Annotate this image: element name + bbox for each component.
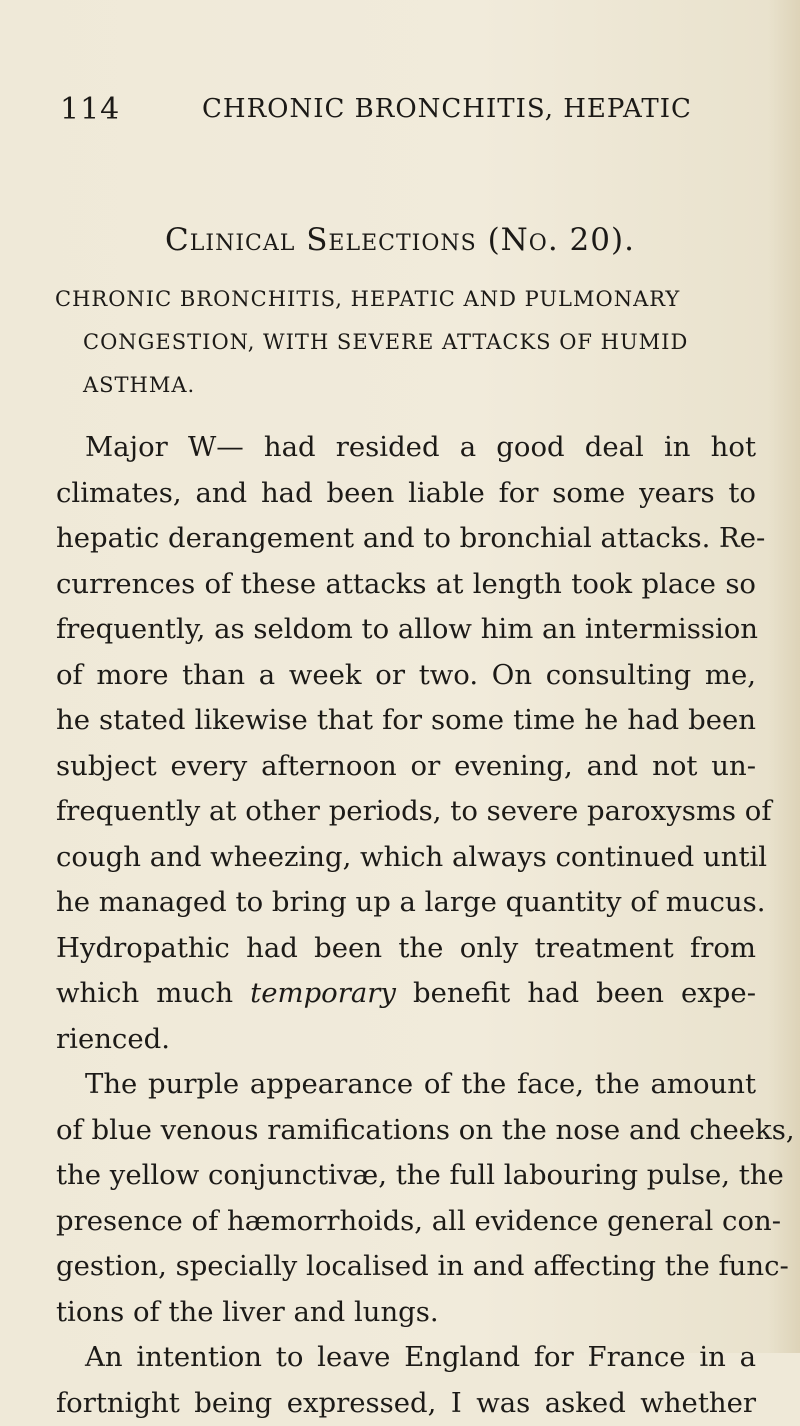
text-line (56, 971, 756, 1017)
text-line: hepatic derangement and to bronchial attacks. Re- (56, 516, 756, 562)
case-subtitle (55, 278, 755, 407)
text-line: he stated likewise that for some time he had been (56, 698, 756, 744)
text-line: the yellow conjunctivæ, the full labouring pulse, the (56, 1153, 756, 1199)
text-fragment: which much (56, 977, 250, 1009)
subtitle-line: ASTHMA. (55, 364, 755, 407)
text-line: climates, and had been liable for some years to (56, 471, 756, 517)
text-line: Hydropathic had been the only treatment from (56, 926, 756, 972)
text-line: Major W— had resided a good deal in hot (56, 425, 756, 471)
text-line: frequently, as seldom to allow him an intermission (56, 607, 756, 653)
text-line: of more than a week or two. On consulting me, (56, 653, 756, 699)
text-line: cough and wheezing, which always continued until (56, 835, 756, 881)
text-line: gestion, specially localised in and affecting the func- (56, 1244, 756, 1290)
subtitle-line: CHRONIC BRONCHITIS, HEPATIC AND PULMONARY (55, 278, 755, 321)
text-line: tions of the liver and lungs. (56, 1290, 756, 1336)
text-line: frequently at other periods, to severe paroxysms of (56, 789, 756, 835)
section-title: Clinical Selections (No. 20). (0, 222, 800, 258)
subtitle-line: CONGESTION, WITH SEVERE ATTACKS OF HUMID (55, 321, 755, 364)
text-line: currences of these attacks at length took place so (56, 562, 756, 608)
running-head (60, 92, 740, 132)
page-number: 114 (60, 92, 120, 127)
text-line: subject every afternoon or evening, and not un- (56, 744, 756, 790)
running-title: CHRONIC BRONCHITIS, HEPATIC (202, 94, 692, 124)
text-fragment: benefit had been expe- (396, 977, 756, 1009)
text-line: of blue venous ramifications on the nose and cheeks, (56, 1108, 756, 1154)
text-line: fortnight being expressed, I was asked whether (56, 1381, 756, 1426)
body-text (56, 425, 756, 1426)
text-line: rienced. (56, 1017, 756, 1063)
text-line: he managed to bring up a large quantity of mucus. (56, 880, 756, 926)
italic-word: temporary (250, 977, 396, 1009)
text-line: An intention to leave England for France in a (56, 1335, 756, 1381)
text-line: The purple appearance of the face, the amount (56, 1062, 756, 1108)
text-line: presence of hæmorrhoids, all evidence general con- (56, 1199, 756, 1245)
